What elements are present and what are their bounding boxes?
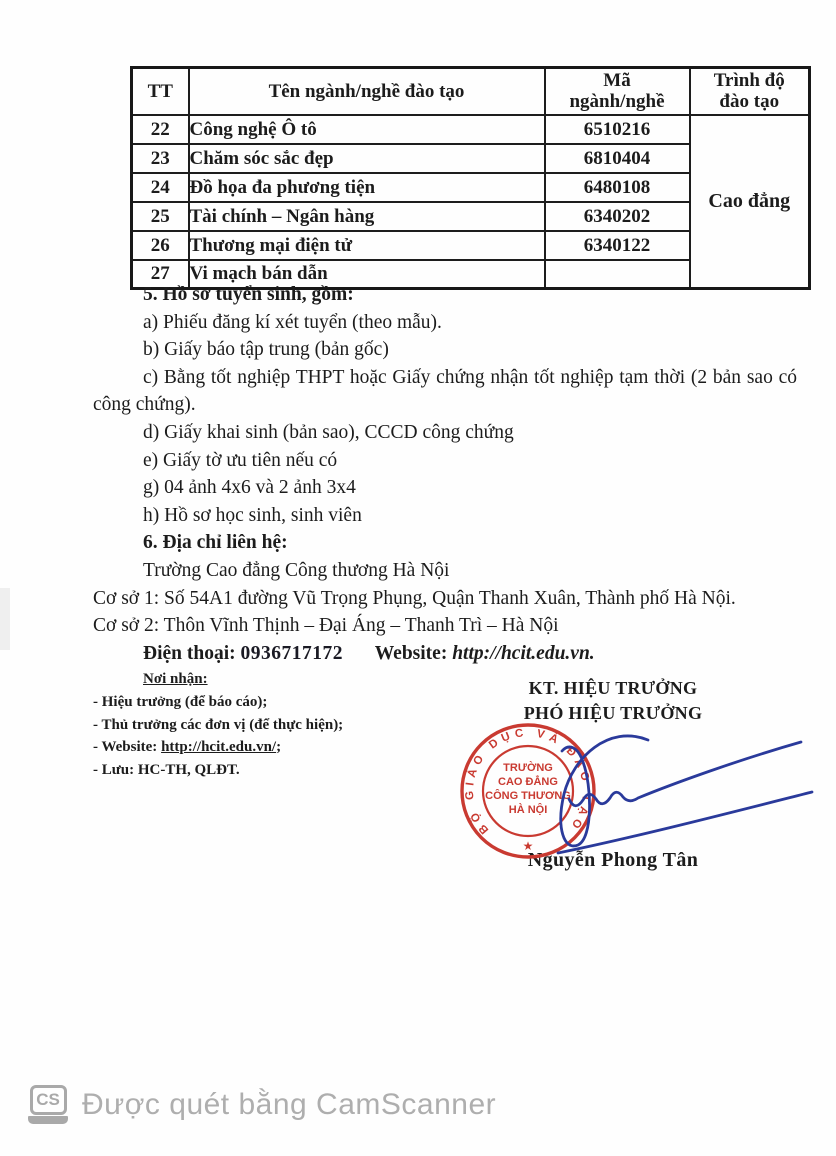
stamp-ring-text: BỘ GIÁO DỤC VÀ ĐÀO TẠO	[463, 727, 592, 837]
section5-item-d: d) Giấy khai sinh (bản sao), CCCD công chứng	[143, 421, 514, 443]
camscanner-icon	[28, 1085, 68, 1124]
cell-name: Công nghệ Ô tô	[189, 115, 545, 144]
website-link: http://hcit.edu.vn/	[161, 739, 277, 756]
recipient-website-suffix: ;	[276, 739, 282, 756]
recipient-item: - Lưu: HC-TH, QLĐT.	[93, 761, 240, 778]
cell-tt: 23	[132, 144, 189, 173]
cell-tt: 27	[132, 260, 189, 289]
signer-name: Nguyễn Phong Tân	[527, 849, 699, 871]
stamp-line4: HÀ NỘI	[508, 804, 548, 816]
recipient-item: - Thủ trưởng các đơn vị (để thực hiện);	[93, 716, 344, 733]
section5-item-h: h) Hồ sơ học sinh, sinh viên	[143, 504, 362, 526]
document-body	[93, 281, 797, 667]
cell-name: Tài chính – Ngân hàng	[189, 202, 545, 231]
phone-label: Điện thoại:	[143, 642, 236, 664]
col-header-level-line1: Trình độ	[713, 70, 785, 92]
cell-name: Thương mại điện tử	[189, 231, 545, 260]
program-table	[130, 66, 811, 290]
cell-name: Vi mạch bán dẫn	[189, 260, 545, 289]
watermark-text: Được quét bằng CamScanner	[82, 1087, 497, 1121]
signature-title-1: KT. HIỆU TRƯỞNG	[528, 678, 698, 698]
recipients-block	[93, 668, 433, 781]
contact-school-name: Trường Cao đẳng Công thương Hà Nội	[143, 559, 450, 581]
stamp-star-icon: ★	[522, 839, 534, 853]
section5-item-b: b) Giấy báo tập trung (bản gốc)	[143, 339, 389, 361]
col-header-code	[545, 68, 690, 115]
cell-code: 6510216	[545, 115, 690, 144]
stamp-line2: CAO ĐẲNG	[498, 776, 558, 788]
recipients-heading: Nơi nhận:	[143, 671, 208, 687]
phone-value: 0936717172	[240, 642, 343, 664]
contact-campus1: Cơ sở 1: Số 54A1 đường Vũ Trọng Phụng, Quận Thanh Xuân, Thành phố Hà Nội.	[93, 587, 736, 609]
cell-level-merged: Cao đẳng	[690, 115, 810, 289]
cell-name: Đồ họa đa phương tiện	[189, 173, 545, 202]
contact-campus2: Cơ sở 2: Thôn Vĩnh Thịnh – Đại Áng – Thanh Trì – Hà Nội	[93, 615, 559, 637]
section5-item-c: c) Bằng tốt nghiệp THPT hoặc Giấy chứng nhận tốt nghiệp tạm thời (2 bản sao có công chứng).	[93, 366, 797, 416]
table-row	[132, 115, 810, 144]
recipient-item: - Hiệu trưởng (để báo cáo);	[93, 694, 268, 711]
col-header-code-line1: Mã	[603, 70, 631, 92]
scan-edge-artifact	[0, 588, 10, 650]
col-header-level-line2: đào tạo	[719, 91, 780, 113]
official-red-stamp	[462, 725, 594, 857]
section5-item-g: g) 04 ảnh 4x6 và 2 ảnh 3x4	[143, 477, 356, 499]
section5-item-e: e) Giấy tờ ưu tiên nếu có	[143, 449, 338, 471]
signature-title-2: PHÓ HIỆU TRƯỞNG	[523, 702, 703, 723]
cell-code: 6340122	[545, 231, 690, 260]
website-label: Website:	[374, 642, 448, 664]
recipient-item-website	[93, 736, 433, 758]
stamp-line1: TRƯỜNG	[503, 762, 553, 774]
section5-heading: 5. Hồ sơ tuyển sinh, gồm:	[143, 284, 354, 305]
website-value: http://hcit.edu.vn.	[452, 642, 595, 664]
stamp-outer-ring	[462, 725, 594, 857]
recipient-website-prefix: - Website:	[93, 739, 162, 756]
section6-heading: 6. Địa chỉ liên hệ:	[143, 532, 288, 554]
table-header-row	[132, 68, 810, 115]
col-header-tt: TT	[132, 68, 189, 115]
cell-tt: 22	[132, 115, 189, 144]
section5-item-a: a) Phiếu đăng kí xét tuyển (theo mẫu).	[143, 311, 442, 333]
col-header-name: Tên ngành/nghề đào tạo	[189, 68, 545, 115]
stamp-center-text	[485, 761, 571, 816]
contact-phone-line	[93, 640, 797, 668]
col-header-code-line2: ngành/nghề	[569, 91, 665, 113]
stamp-line3: CÔNG THƯƠNG	[485, 790, 571, 802]
cell-name: Chăm sóc sắc đẹp	[189, 144, 545, 173]
stamp-inner-ring	[483, 746, 573, 836]
camscanner-icon-bar	[28, 1116, 68, 1124]
handwritten-signature	[558, 736, 812, 853]
cell-tt: 25	[132, 202, 189, 231]
camscanner-icon-letters: CS	[36, 1090, 60, 1109]
cell-code: 6340202	[545, 202, 690, 231]
camscanner-watermark	[28, 1085, 496, 1124]
cell-tt: 24	[132, 173, 189, 202]
cell-code: 6810404	[545, 144, 690, 173]
cell-code: 6480108	[545, 173, 690, 202]
signature-title-block	[448, 676, 778, 725]
col-header-level	[690, 68, 810, 115]
cell-tt: 26	[132, 231, 189, 260]
